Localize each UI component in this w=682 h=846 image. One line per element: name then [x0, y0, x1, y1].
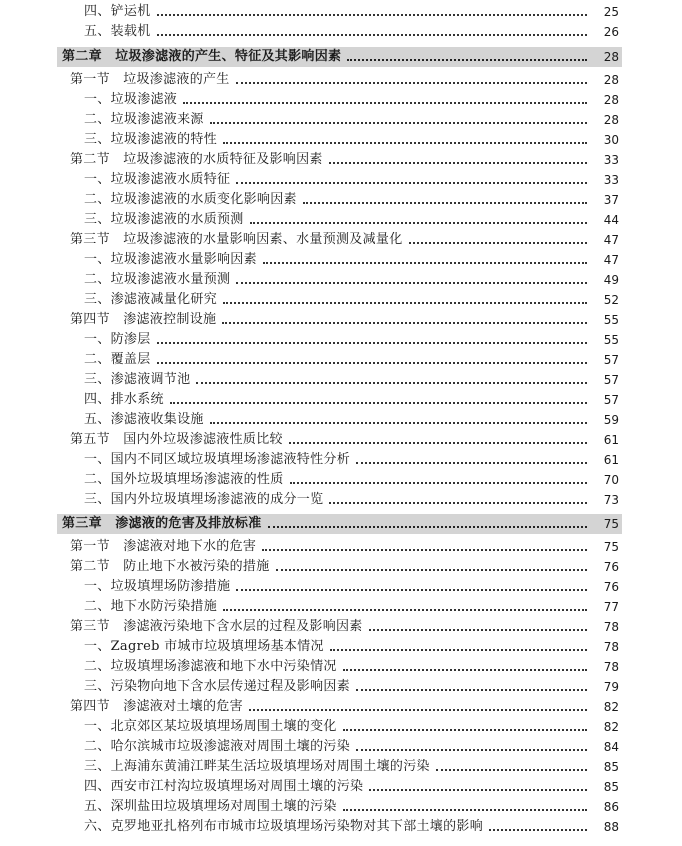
- toc-subsection-entry: [84, 130, 619, 150]
- toc-page-number: 47: [603, 233, 619, 247]
- toc-entry-title: 四、西安市江村沟垃圾填埋场对周围土壤的污染: [84, 779, 364, 794]
- toc-page-number: 79: [603, 680, 619, 694]
- toc-entry-title: 第二章 垃圾渗滤液的产生、特征及其影响因素: [62, 49, 342, 64]
- toc-section-entry: [70, 557, 619, 577]
- toc-entry-title: 三、垃圾渗滤液的水质预测: [84, 212, 244, 227]
- toc-page-number: 82: [603, 700, 619, 714]
- toc-page-number: 84: [603, 740, 619, 754]
- dot-leader: [249, 709, 587, 711]
- toc-section-entry: [70, 697, 619, 717]
- toc-page-number: 59: [603, 413, 619, 427]
- toc-page-number: 57: [603, 373, 619, 387]
- toc-entry-title: 四、排水系统: [84, 392, 164, 407]
- toc-subsection-entry: [84, 817, 619, 837]
- toc-subsection-entry: [84, 290, 619, 310]
- toc-page-number: 57: [603, 393, 619, 407]
- toc-entry-title: 三、渗滤液调节池: [84, 372, 191, 387]
- toc-entry-title: 第二节 垃圾渗滤液的水质特征及影响因素: [70, 152, 323, 167]
- toc-page-number: 88: [603, 820, 619, 834]
- toc-entry-title: 二、垃圾填埋场渗滤液和地下水中污染情况: [84, 659, 337, 674]
- toc-page-number: 49: [603, 273, 619, 287]
- toc-entry-title: 第三节 垃圾渗滤液的水量影响因素、水量预测及减量化: [70, 232, 403, 247]
- toc-page-number: 75: [603, 517, 619, 531]
- toc-page-number: 86: [603, 800, 619, 814]
- toc-entry-title: 六、克罗地亚扎格列布市城市垃圾填埋场污染物对其下部土壤的影响: [84, 819, 484, 834]
- toc-subsection-entry: [84, 717, 619, 737]
- toc-subsection-entry: [84, 657, 619, 677]
- toc-section-entry: [70, 230, 619, 250]
- dot-leader: [196, 382, 587, 384]
- dot-leader: [157, 362, 587, 364]
- toc-page-number: 33: [603, 153, 619, 167]
- dot-leader: [210, 122, 587, 124]
- dot-leader: [329, 502, 587, 504]
- dot-leader: [290, 482, 587, 484]
- toc-page-number: 76: [603, 580, 619, 594]
- toc-entry-title: 一、北京郊区某垃圾填埋场周围土壤的变化: [84, 719, 337, 734]
- toc-entry-title: 四、铲运机: [84, 4, 151, 19]
- dot-leader: [157, 14, 587, 16]
- toc-page-number: 61: [603, 433, 619, 447]
- toc-page-number: 44: [603, 213, 619, 227]
- toc-subsection-entry: [84, 370, 619, 390]
- dot-leader: [236, 182, 587, 184]
- dot-leader: [289, 442, 587, 444]
- dot-leader: [222, 322, 587, 324]
- dot-leader: [210, 422, 587, 424]
- toc-page-number: 25: [603, 5, 619, 19]
- toc-page-number: 78: [603, 640, 619, 654]
- dot-leader: [343, 809, 587, 811]
- dot-leader: [236, 282, 587, 284]
- toc-entry-title: 三、垃圾渗滤液的特性: [84, 132, 218, 147]
- toc-entry-title: 第四节 渗滤液控制设施: [70, 312, 217, 327]
- dot-leader: [268, 526, 587, 528]
- toc-entry-title: 三、污染物向地下含水层传递过程及影响因素: [84, 679, 351, 694]
- toc-entry-title: 第一节 渗滤液对地下水的危害: [70, 539, 257, 554]
- dot-leader: [223, 142, 587, 144]
- toc-page-number: 78: [603, 620, 619, 634]
- toc-entry-title: 二、垃圾渗滤液水量预测: [84, 272, 231, 287]
- toc-page-number: 26: [603, 25, 619, 39]
- toc-subsection-entry: [84, 677, 619, 697]
- toc-entry-title: 五、装载机: [84, 24, 151, 39]
- toc-page-number: 30: [603, 133, 619, 147]
- toc-page-number: 76: [603, 560, 619, 574]
- dot-leader: [347, 59, 587, 61]
- toc-subsection-entry: [84, 637, 619, 657]
- dot-leader: [343, 669, 587, 671]
- dot-leader: [489, 829, 587, 831]
- toc-subsection-entry: [84, 577, 619, 597]
- toc-page-number: 85: [603, 780, 619, 794]
- toc-entry-title: 二、覆盖层: [84, 352, 151, 367]
- dot-leader: [330, 649, 587, 651]
- dot-leader: [157, 342, 587, 344]
- toc-section-entry: [70, 537, 619, 557]
- toc-subsection-entry: [84, 410, 619, 430]
- dot-leader: [223, 302, 587, 304]
- toc-page-number: 28: [603, 50, 619, 64]
- dot-leader: [356, 749, 587, 751]
- toc-subsection-entry: [84, 490, 619, 510]
- toc-subsection-entry: [84, 737, 619, 757]
- toc-entry-title: 二、垃圾渗滤液来源: [84, 112, 204, 127]
- toc-subsection-entry: [84, 250, 619, 270]
- toc-entry-title: 二、国外垃圾填埋场渗滤液的性质: [84, 472, 284, 487]
- toc-section-entry: [70, 430, 619, 450]
- dot-leader: [157, 34, 587, 36]
- toc-subsection-entry: [84, 597, 619, 617]
- toc-subsection-entry: [84, 190, 619, 210]
- toc-entry-title: 一、垃圾渗滤液水质特征: [84, 172, 231, 187]
- dot-leader: [356, 462, 587, 464]
- dot-leader: [262, 549, 587, 551]
- toc-page-number: 55: [603, 313, 619, 327]
- toc-subsection-entry: [84, 90, 619, 110]
- toc-subsection-entry: [84, 470, 619, 490]
- toc-subsection-entry: [84, 330, 619, 350]
- toc-page-number: 70: [603, 473, 619, 487]
- dot-leader: [409, 242, 587, 244]
- toc-entry-title: 五、渗滤液收集设施: [84, 412, 204, 427]
- toc-entry-title: 第三节 渗滤液污染地下含水层的过程及影响因素: [70, 619, 363, 634]
- dot-leader: [183, 102, 587, 104]
- toc-entry-title: 一、垃圾填埋场防渗措施: [84, 579, 231, 594]
- toc-page-number: 37: [603, 193, 619, 207]
- dot-leader: [223, 609, 587, 611]
- toc-page-number: 57: [603, 353, 619, 367]
- toc-entry-title: 二、哈尔滨城市垃圾渗滤液对周围土壤的污染: [84, 739, 351, 754]
- toc-section-entry: [70, 310, 619, 330]
- dot-leader: [276, 569, 587, 571]
- toc-entry-title: 一、垃圾渗滤液: [84, 92, 178, 107]
- toc-page-number: 78: [603, 660, 619, 674]
- toc-entry-title: 三、上海浦东黄浦江畔某生活垃圾填埋场对周围土壤的污染: [84, 759, 430, 774]
- toc-page-number: 61: [603, 453, 619, 467]
- toc-page-number: 28: [603, 73, 619, 87]
- toc-page-number: 28: [603, 93, 619, 107]
- toc-entry-title: 一、防渗层: [84, 332, 151, 347]
- dot-leader: [236, 82, 587, 84]
- toc-subsection-entry: [84, 350, 619, 370]
- toc-subsection-entry: [84, 22, 619, 42]
- dot-leader: [250, 222, 587, 224]
- toc-entry-title: 第二节 防止地下水被污染的措施: [70, 559, 270, 574]
- toc-entry-title: 一、Zagreb 市城市垃圾填埋场基本情况: [84, 639, 324, 654]
- toc-page-number: 73: [603, 493, 619, 507]
- toc-entry-title: 二、垃圾渗滤液的水质变化影响因素: [84, 192, 297, 207]
- dot-leader: [369, 629, 587, 631]
- toc-section-entry: [70, 70, 619, 90]
- toc-page-number: 75: [603, 540, 619, 554]
- toc-page-number: 85: [603, 760, 619, 774]
- dot-leader: [263, 262, 587, 264]
- toc-page-number: 33: [603, 173, 619, 187]
- toc-entry-title: 二、地下水防污染措施: [84, 599, 218, 614]
- toc-section-entry: [70, 150, 619, 170]
- toc-page-number: 28: [603, 113, 619, 127]
- toc-entry-title: 第五节 国内外垃圾渗滤液性质比较: [70, 432, 283, 447]
- toc-subsection-entry: [84, 757, 619, 777]
- toc-page-number: 47: [603, 253, 619, 267]
- toc-chapter-entry: [57, 47, 622, 67]
- dot-leader: [236, 589, 587, 591]
- dot-leader: [343, 729, 587, 731]
- toc-subsection-entry: [84, 450, 619, 470]
- toc-subsection-entry: [84, 210, 619, 230]
- toc-page-number: 55: [603, 333, 619, 347]
- toc-entry-title: 第三章 渗滤液的危害及排放标准: [62, 516, 262, 531]
- toc-subsection-entry: [84, 110, 619, 130]
- toc-entry-title: 五、深圳盐田垃圾填埋场对周围土壤的污染: [84, 799, 337, 814]
- toc-chapter-entry: [57, 514, 622, 534]
- toc-subsection-entry: [84, 170, 619, 190]
- dot-leader: [170, 402, 587, 404]
- toc-entry-title: 一、垃圾渗滤液水量影响因素: [84, 252, 257, 267]
- toc-entry-title: 一、国内不同区域垃圾填埋场渗滤液特性分析: [84, 452, 351, 467]
- toc-subsection-entry: [84, 390, 619, 410]
- toc-entry-title: 第一节 垃圾渗滤液的产生: [70, 72, 230, 87]
- toc-page-number: 52: [603, 293, 619, 307]
- toc-entry-title: 三、渗滤液减量化研究: [84, 292, 218, 307]
- toc-entry-title: 第四节 渗滤液对土壤的危害: [70, 699, 243, 714]
- toc-page-number: 82: [603, 720, 619, 734]
- toc-entry-title: 三、国内外垃圾填埋场渗滤液的成分一览: [84, 492, 324, 507]
- toc-subsection-entry: [84, 270, 619, 290]
- dot-leader: [303, 202, 587, 204]
- toc-section-entry: [70, 617, 619, 637]
- toc-subsection-entry: [84, 797, 619, 817]
- toc-page-number: 77: [603, 600, 619, 614]
- toc-subsection-entry: [84, 2, 619, 22]
- dot-leader: [436, 769, 587, 771]
- dot-leader: [329, 162, 587, 164]
- dot-leader: [369, 789, 587, 791]
- toc-subsection-entry: [84, 777, 619, 797]
- dot-leader: [356, 689, 587, 691]
